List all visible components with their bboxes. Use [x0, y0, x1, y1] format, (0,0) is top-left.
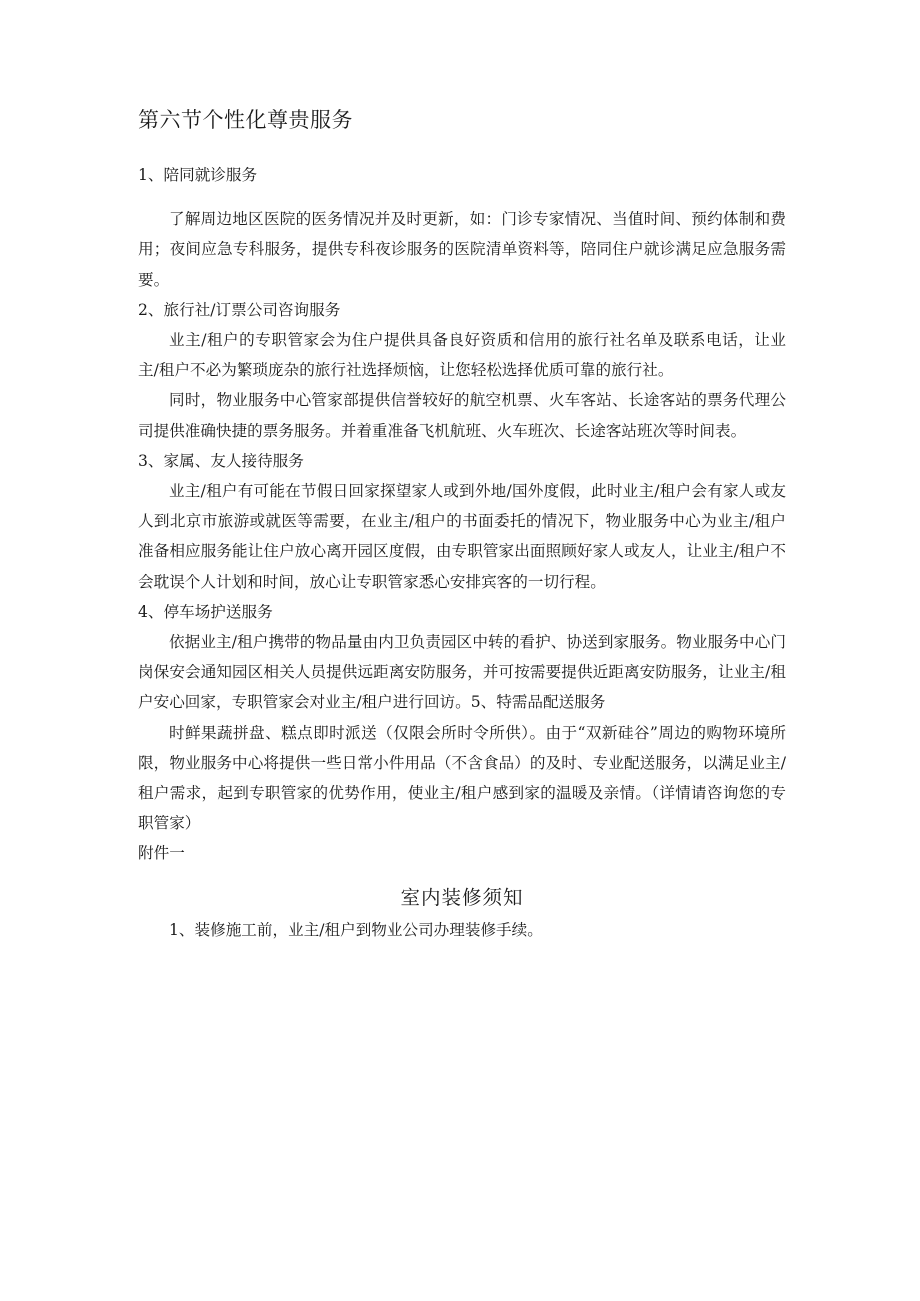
document-body — [138, 160, 786, 945]
paragraph-family-reception: 业主/租户有可能在节假日回家探望家人或到外地/国外度假，此时业主/租户会有家人或友人到北京市旅游或就医等需要，在业主/租户的书面委托的情况下，物业服务中心为业主/租户准备相应服务能让住户放心离开园区度假，由专职管家出面照顾好家人或友人，让业主/租户不会耽误个人计划和时间，放心让专职管家悉心安排宾客的一切行程。 — [138, 482, 786, 591]
heading-parking-escort: 4、停车场护送服务 — [138, 602, 273, 621]
annex-label: 附件一 — [138, 844, 185, 863]
paragraph-accompany-medical: 了解周边地区医院的医务情况并及时更新，如：门诊专家情况、当值时间、预约体制和费用；夜间应急专科服务，提供专科夜诊服务的医院清单资料等，陪同住户就诊满足应急服务需要。 — [138, 210, 786, 289]
paragraph-ticket-agency: 同时，物业服务中心管家部提供信誉较好的航空机票、火车客站、长途客站的票务代理公司提供准确快捷的票务服务。并着重准备飞机航班、火车班次、长途客站班次等时间表。 — [138, 391, 786, 440]
heading-travel-ticket: 2、旅行社/订票公司咨询服务 — [138, 300, 341, 319]
heading-accompany-medical: 1、陪同就诊服务 — [138, 166, 258, 184]
paragraph-travel-agency: 业主/租户的专职管家会为住户提供具备良好资质和信用的旅行社名单及联系电话，让业主/租户不必为繁琐庞杂的旅行社选择烦恼，让您轻松选择优质可靠的旅行社。 — [138, 331, 786, 380]
paragraph-special-delivery: 时鲜果蔬拼盘、糕点即时派送（仅限会所时令所供）。由于“双新硅谷”周边的购物环境所限，物业服务中心将提供一些日常小件用品（不含食品）的及时、专业配送服务，以满足业主/租户需求，起到专职管家的优势作用，使业主/租户感到家的温暖及亲情。（详情请咨询您的专职管家） — [138, 723, 786, 833]
section-title: 第六节个性化尊贵服务 — [138, 108, 353, 132]
decoration-rule-1: 1、装修施工前，业主/租户到物业公司办理装修手续。 — [169, 920, 543, 939]
decoration-notice-title: 室内装修须知 — [400, 885, 524, 909]
paragraph-parking-escort: 依据业主/租户携带的物品量由内卫负责园区中转的看护、协送到家服务。物业服务中心门岗保安会通知园区相关人员提供远距离安防服务，并可按需要提供近距离安防服务，让业主/租户安心回家，专职管家会对业主/租户进行回访。5、特需品配送服务 — [138, 633, 786, 712]
heading-family-reception: 3、家属、友人接待服务 — [138, 451, 304, 470]
